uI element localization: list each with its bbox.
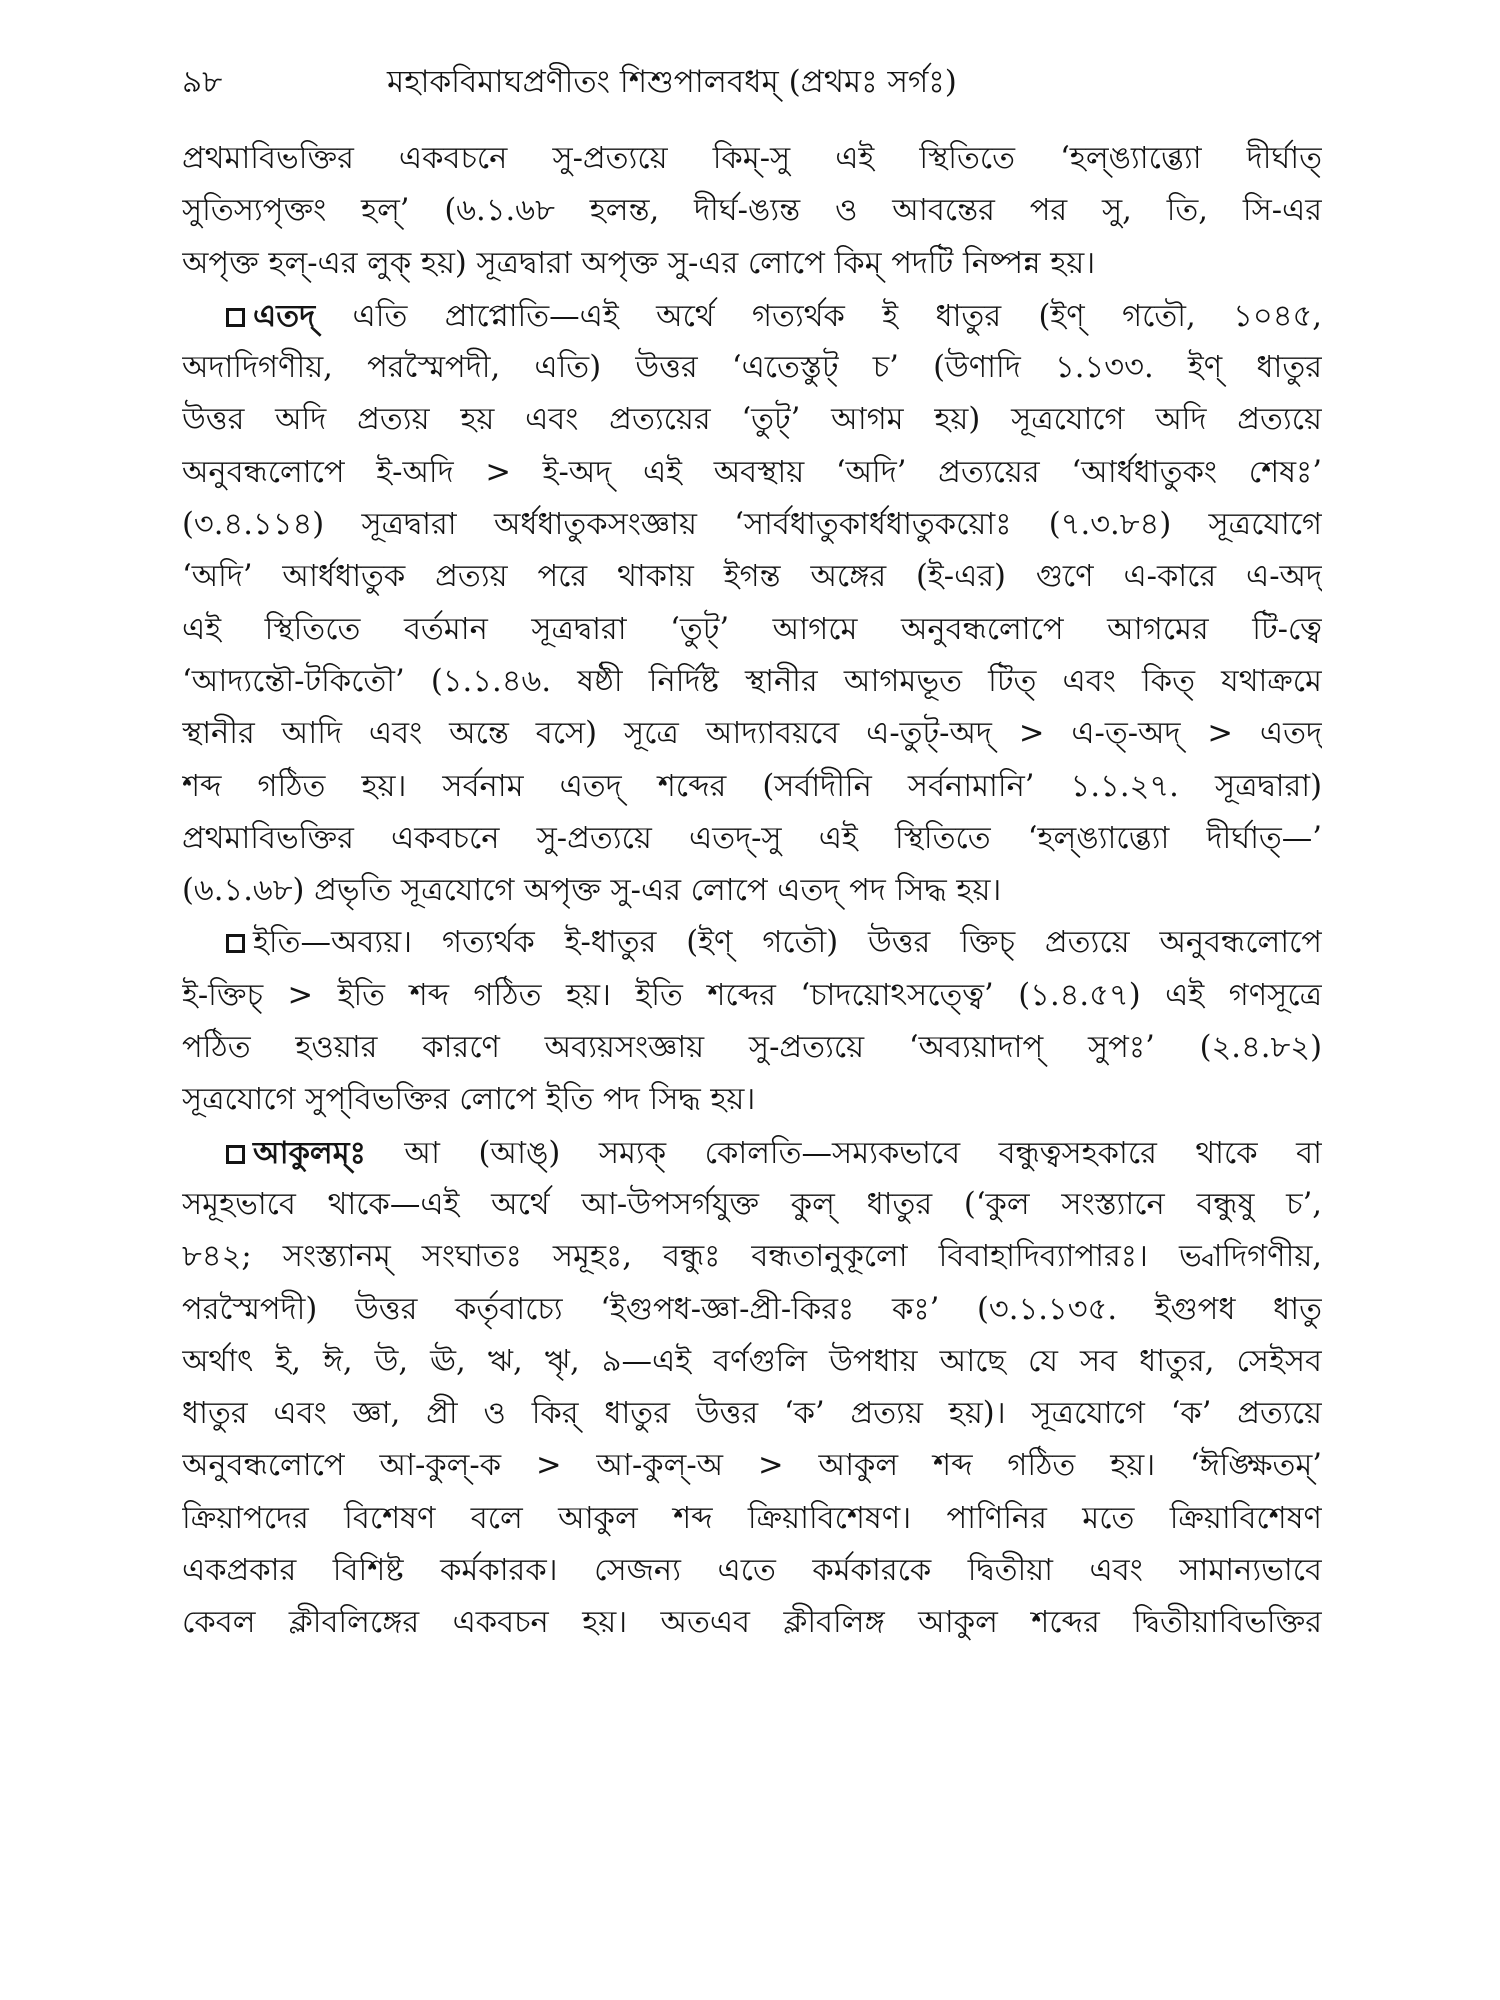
text-line: অনুবন্ধলোপে আ-কুল্-ক > আ-কুল্-অ > আকুল শব্দ গঠিত হয়। ‘ঈঙ্ক্ষিতম্’ <box>182 1448 1322 1484</box>
paragraph-kim-continuation <box>182 133 1322 290</box>
entry-headword: এতদ্ <box>253 297 316 334</box>
text-line: শব্দ গঠিত হয়। সর্বনাম এতদ্ শব্দের (সর্বাদীনি সর্বনামানি’ ১.১.২৭. সূত্রদ্বারা) <box>182 768 1322 804</box>
text-line: পঠিত হওয়ার কারণে অব্যয়সংজ্ঞায় সু-প্রত্যয়ে ‘অব্যয়াদাপ্ সুপঃ’ (২.৪.৮২) <box>182 1030 1322 1066</box>
text-line <box>182 290 1322 342</box>
text-line: (৬.১.৬৮) প্রভৃতি সূত্রযোগে অপৃক্ত সু-এর লোপে এতদ্ পদ সিদ্ধ হয়। <box>182 873 1002 909</box>
text-line <box>182 1127 1322 1179</box>
text-line-content: আ (আঙ্) সম্যক্ কোলতি—সম্যকভাবে বন্ধুত্বসহকারে থাকে বা <box>404 1135 1322 1171</box>
text-line: একপ্রকার বিশিষ্ট কর্মকারক। সেজন্য এতে কর্মকারকে দ্বিতীয়া এবং সামান্যভাবে <box>182 1553 1322 1589</box>
text-line: ৮৪২; সংস্ত্যানম্ সংঘাতঃ সমূহঃ, বন্ধুঃ বন্ধতানুকূলো বিবাহাদিব্যাপারঃ। ভ্বাদিগণীয়, <box>182 1239 1322 1275</box>
entry-headword: ইতি <box>253 925 301 961</box>
text-line: উত্তর অদি প্রত্যয় হয় এবং প্রত্যয়ের ‘তুট্’ আগম হয়) সূত্রযোগে অদি প্রত্যয়ে <box>182 402 1322 438</box>
text-line: কেবল ক্লীবলিঙ্গের একবচন হয়। অতএব ক্লীবলিঙ্গ আকুল শব্দের দ্বিতীয়াবিভক্তির <box>182 1605 1322 1641</box>
page-header <box>182 62 1322 112</box>
text-line: স্থানীর আদি এবং অন্তে বসে) সূত্রে আদ্যাবয়বে এ-তুট্-অদ্ > এ-ত্-অদ্ > এতদ্ <box>182 716 1322 752</box>
paragraph-akulam <box>182 1127 1322 1650</box>
square-bullet-icon <box>226 308 245 327</box>
running-title: মহাকবিমাঘপ্রণীতং শিশুপালবধম্ (প্রথমঃ সর্গঃ) <box>387 64 957 100</box>
text-line: এই স্থিতিতে বর্তমান সূত্রদ্বারা ‘তুট্’ আগমে অনুবন্ধলোপে আগমের টি-ত্বে <box>182 611 1322 647</box>
text-line-content: এতি প্রাপ্নোতি—এই অর্থে গত্যর্থক ই ধাতুর (ইণ্ গতৌ, ১০৪৫, <box>352 298 1322 334</box>
text-line: অর্থাৎ ই, ঈ, উ, ঊ, ঋ, ৠ, ৯—এই বর্ণগুলি উপধায় আছে যে সব ধাতুর, সেইসব <box>182 1343 1322 1379</box>
page-body <box>182 133 1322 1650</box>
text-line: পরস্মৈপদী) উত্তর কর্তৃবাচ্যে ‘ইগুপধ-জ্ঞা-প্রী-কিরঃ কঃ’ (৩.১.১৩৫. ইগুপধ ধাতু <box>182 1291 1322 1327</box>
text-line: সূত্রযোগে সুপ্‌বিভক্তির লোপে ইতি পদ সিদ্ধ হয়। <box>182 1082 756 1118</box>
text-line: ‘আদ্যন্তৌ-টকিতৌ’ (১.১.৪৬. ষষ্ঠী নির্দিষ্ট স্থানীর আগমভূত টিত্ এবং কিত্ যথাক্রমে <box>182 663 1322 699</box>
text-line <box>182 917 1322 969</box>
text-line: ক্রিয়াপদের বিশেষণ বলে আকুল শব্দ ক্রিয়াবিশেষণ। পাণিনির মতে ক্রিয়াবিশেষণ <box>182 1500 1322 1536</box>
text-line: প্রথমাবিভক্তির একবচনে সু-প্রত্যয়ে কিম্-সু এই স্থিতিতে ‘হল্ঙ্যাব্ভ্যো দীর্ঘাত্ <box>182 141 1322 176</box>
entry-headword: আকুলম্ঃ <box>253 1134 366 1171</box>
text-line: ই-ক্তিচ্ > ইতি শব্দ গঠিত হয়। ইতি শব্দের ‘চাদয়োঽসত্ত্বে’ (১.৪.৫৭) এই গণসূত্রে <box>182 977 1322 1013</box>
text-line: প্রথমাবিভক্তির একবচনে সু-প্রত্যয়ে এতদ্-সু এই স্থিতিতে ‘হল্ঙ্যাব্ভ্যো দীর্ঘাত্—’ <box>182 820 1322 856</box>
text-line: অনুবন্ধলোপে ই-অদি > ই-অদ্ এই অবস্থায় ‘অদি’ প্রত্যয়ের ‘আর্ধধাতুকং শেষঃ’ <box>182 454 1322 490</box>
square-bullet-icon <box>226 1145 245 1164</box>
text-line: ধাতুর এবং জ্ঞা, প্রী ও কির্ ধাতুর উত্তর ‘ক’ প্রত্যয় হয়)। সূত্রযোগে ‘ক’ প্রত্যয়ে <box>182 1396 1322 1432</box>
paragraph-iti <box>182 917 1322 1126</box>
text-line: অদাদিগণীয়, পরস্মৈপদী, এতি) উত্তর ‘এতেস্তুট্ চ’ (উণাদি ১.১৩৩. ইণ্ ধাতুর <box>182 350 1322 386</box>
text-line-content: —অব্যয়। গত্যর্থক ই-ধাতুর (ইণ্ গতৌ) উত্তর ক্তিচ্ প্রত্যয়ে অনুবন্ধলোপে <box>300 925 1322 961</box>
text-line: সমূহভাবে থাকে—এই অর্থে আ-উপসর্গযুক্ত কুল্ ধাতুর (‘কুল সংস্ত্যানে বন্ধুষু চ’, <box>182 1186 1322 1222</box>
text-line: ‘অদি’ আর্ধধাতুক প্রত্যয় পরে থাকায় ইগন্ত অঙ্গের (ই-এর) গুণে এ-কারে এ-অদ্ <box>182 559 1322 595</box>
text-line: অপৃক্ত হল্-এর লুক্ হয়) সূত্রদ্বারা অপৃক্ত সু-এর লোপে কিম্ পদটি নিষ্পন্ন হয়। <box>182 245 1096 281</box>
text-line: (৩.৪.১১৪) সূত্রদ্বারা অর্ধধাতুকসংজ্ঞায় ‘সার্বধাতুকার্ধধাতুকয়োঃ (৭.৩.৮৪) সূত্রযোগে <box>182 507 1322 543</box>
paragraph-etad <box>182 290 1322 918</box>
text-line: সুতিস্যপৃক্তং হল্’ (৬.১.৬৮ হলন্ত, দীর্ঘ-ঙ্যন্ত ও আবন্তের পর সু, তি, সি-এর <box>182 193 1322 229</box>
page-number: ৯৮ <box>182 64 223 100</box>
square-bullet-icon <box>226 934 245 953</box>
